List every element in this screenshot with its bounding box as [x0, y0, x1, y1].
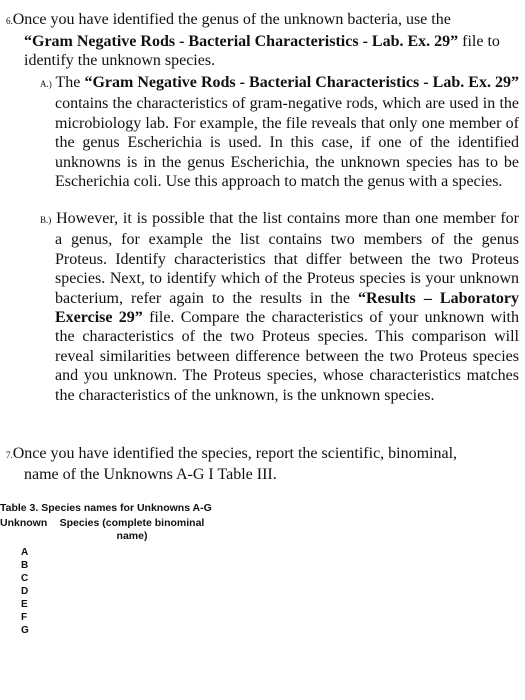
table-row-b: B [21, 560, 29, 571]
sub-b-text-2: file. Compare the characteristics of your unknown with the characteristics of the two Proteus species. This comparison will reveal similarities between difference between the two Proteus species and you unknown. The Proteus species, whose characteristics matches the characteristics of the unknown, is the unknown species. [55, 309, 519, 404]
sub-a-marker: A.) [40, 79, 52, 89]
step-7 [6, 444, 494, 485]
step-6-sub-a [40, 73, 519, 191]
table-header-species: Species (complete binominal name) [59, 517, 205, 542]
step-7-number: 7. [6, 450, 13, 460]
table-row-d: D [21, 586, 29, 597]
step-7-text: Once you have identified the species, report the scientific, binominal, name of the Unknowns A-G I Table III. [12, 445, 458, 483]
table-row-e: E [21, 599, 28, 610]
table-row-f: F [21, 612, 28, 623]
table-row-a: A [21, 547, 29, 558]
sub-a-file-name: “Gram Negative Rods - Bacterial Characteristics - Lab. Ex. 29” [84, 74, 519, 91]
step-6-sub-b [40, 209, 519, 405]
step-6-intro-end: file to identify the unknown species. [24, 32, 500, 70]
table-row-c: C [21, 573, 29, 584]
table-caption: Table 3. Species names for Unknowns A-G [0, 502, 212, 514]
step-6-line-2 [6, 32, 506, 71]
step-6-intro: Once you have identified the genus of the unknown bacteria, use the [12, 11, 451, 28]
unknown-letters-column [21, 546, 29, 637]
step-6-line-1 [6, 10, 506, 32]
step-6 [6, 10, 506, 71]
table-row-g: G [21, 625, 29, 636]
sub-a-text-2: contains the characteristics of gram-negative rods, which are used in the microbiology lab. For example, the file reveals that only one member of the genus Escherichia is used. In this case, if one of the identified unknowns is in the genus Escherichia, the unknown species has to be Escherichia coli. Use this approach to match the genus with a species. [55, 95, 519, 191]
sub-b-file-name: “Results – Laboratory Exercise 29” [55, 289, 519, 327]
step-6-file-name: “Gram Negative Rods - Bacterial Characteristics - Lab. Ex. 29” [24, 32, 459, 50]
sub-b-text-1: However, it is possible that the list contains more than one member for a genus, for example the list contains two members of the genus Proteus. Identify characteristics that differ between the two Proteus species. Next, to identify which of the Proteus species is your unknown bacterium, refer again to the results in the [51, 210, 519, 307]
sub-b-marker: B.) [40, 215, 52, 225]
table-header-unknown: Unknown [0, 517, 48, 529]
sub-a-text-1: The [51, 74, 85, 91]
step-6-number: 6. [6, 16, 13, 26]
